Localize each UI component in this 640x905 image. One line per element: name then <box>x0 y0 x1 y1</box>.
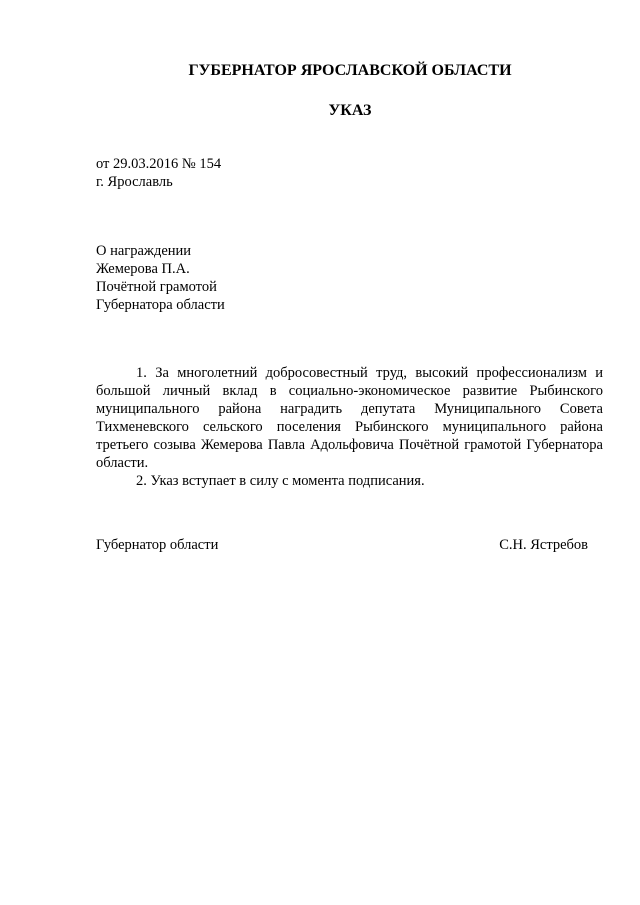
subject-line: О награждении <box>96 243 192 259</box>
paragraph-2: 2. Указ вступает в силу с момента подписания. <box>136 473 425 489</box>
signatory-position: Губернатор области <box>96 537 219 553</box>
authority-heading: ГУБЕРНАТОР ЯРОСЛАВСКОЙ ОБЛАСТИ <box>188 62 512 79</box>
city: г. Ярославль <box>96 174 173 190</box>
date-and-number: от 29.03.2016 № 154 <box>96 156 222 172</box>
signatory-name: С.Н. Ястребов <box>499 537 588 553</box>
paragraph-1: 1. За многолетний добросовестный труд, высокий профессионализм и большой личный вклад в социально-экономическое развитие Рыбинского муниципального района наградить депутата Муниципального Совета Тихменевского сельского поселения Рыбинского муниципального района третьего созыва Жемерова Павла Адольфовича Почётной грамотой Губернатора области. <box>96 365 603 471</box>
subject-line: Жемерова П.А. <box>96 261 190 277</box>
decree-body <box>96 364 603 490</box>
document-type-heading: УКАЗ <box>328 102 372 119</box>
subject-line: Почётной грамотой <box>96 279 217 295</box>
subject-line: Губернатора области <box>96 297 225 313</box>
